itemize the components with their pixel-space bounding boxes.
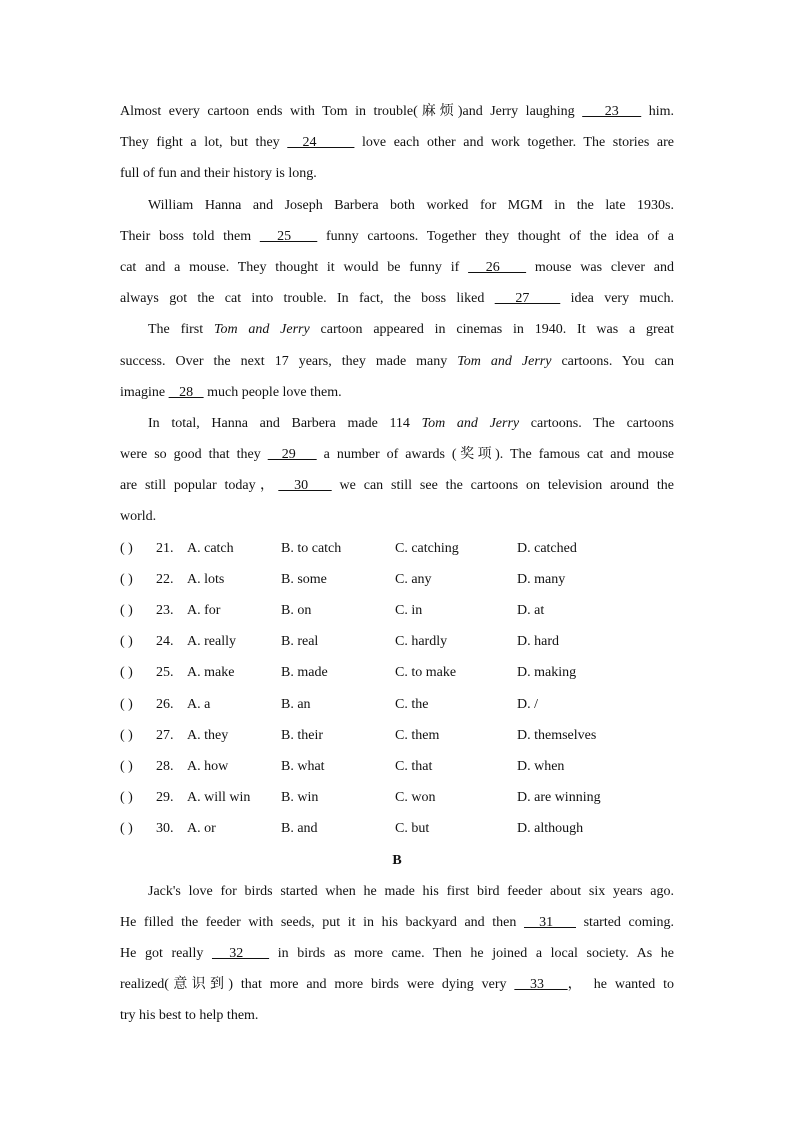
cartoon-title: Tom and Jerry	[457, 353, 552, 369]
passage-line: The first Tom and Jerry cartoon appeared in cinemas in 1940. It was a great	[148, 322, 675, 338]
option-c[interactable]: C. hardly	[395, 634, 448, 650]
option-c[interactable]: C. but	[395, 821, 430, 837]
option-a[interactable]: A. how	[187, 758, 229, 774]
question-row	[120, 564, 674, 595]
option-c[interactable]: C. won	[395, 790, 436, 806]
passage-line: cat and a mouse. They thought it would be funny if 26 mouse was clever and	[120, 259, 675, 275]
option-d[interactable]: D. hard	[517, 634, 559, 650]
answer-box[interactable]: ( )	[120, 758, 133, 774]
option-b[interactable]: B. on	[281, 603, 312, 618]
question-number: 26.	[156, 696, 174, 712]
question-number: 29.	[156, 790, 174, 806]
option-a[interactable]: A. they	[187, 727, 229, 743]
question-row	[120, 689, 674, 720]
question-number: 30.	[156, 821, 174, 837]
option-a[interactable]: A. really	[187, 634, 236, 650]
question-row	[120, 657, 674, 688]
question-number: 27.	[156, 727, 174, 743]
question-number: 28.	[156, 758, 174, 774]
passage-line: In total, Hanna and Barbera made 114 Tom and Jerry cartoons. The cartoons	[148, 415, 674, 431]
option-a[interactable]: A. or	[187, 821, 216, 837]
option-a[interactable]: A. lots	[187, 571, 225, 587]
blank-28[interactable]: 28	[168, 384, 204, 400]
question-number: 25.	[156, 665, 174, 681]
section-heading: B	[392, 852, 402, 868]
blank-23[interactable]: 23	[582, 104, 642, 119]
option-a[interactable]: A. a	[187, 696, 211, 712]
option-c[interactable]: C. to make	[395, 665, 457, 681]
blank-24[interactable]: 24	[287, 135, 355, 151]
option-c[interactable]: C. in	[395, 603, 423, 618]
answer-box[interactable]: ( )	[120, 727, 133, 743]
question-row	[120, 813, 674, 844]
passage-line: always got the cat into trouble. In fact, the boss liked 27 idea very much.	[120, 291, 674, 307]
answer-box[interactable]: ( )	[120, 665, 133, 681]
passage-line: William Hanna and Joseph Barbera both worked for MGM in the late 1930s.	[148, 197, 674, 213]
passage-line: Their boss told them 25 funny cartoons. Together they thought of the idea of a	[120, 228, 674, 244]
question-row	[120, 751, 674, 782]
option-d[interactable]: D. making	[517, 665, 577, 681]
blank-29[interactable]: 29	[267, 447, 317, 463]
option-d[interactable]: D. although	[517, 821, 584, 837]
blank-32[interactable]: 32	[211, 946, 270, 962]
option-a[interactable]: A. catch	[187, 540, 234, 556]
option-b[interactable]: B. what	[281, 758, 325, 774]
chinese-gloss: 麻烦	[417, 104, 458, 119]
blank-30[interactable]: 30	[278, 478, 332, 494]
option-a[interactable]: A. for	[187, 603, 221, 618]
answer-box[interactable]: ( )	[120, 603, 133, 618]
question-row	[120, 720, 674, 751]
passage-line: success. Over the next 17 years, they made many Tom and Jerry cartoons. You can	[120, 353, 674, 369]
option-b[interactable]: B. some	[281, 571, 327, 587]
passage-line: try his best to help them.	[120, 1008, 259, 1024]
blank-31[interactable]: 31	[523, 914, 576, 930]
question-row	[120, 626, 674, 657]
option-b[interactable]: B. win	[281, 790, 319, 806]
answer-box[interactable]: ( )	[120, 821, 133, 837]
answer-box[interactable]: ( )	[120, 790, 133, 806]
option-a[interactable]: A. make	[187, 665, 235, 681]
passage-line: realized(意识到) that more and more birds were dying very 33 ， he wanted to	[120, 977, 675, 993]
passage-line: They fight a lot, but they 24 love each other and work together. The stories are	[120, 135, 675, 151]
option-d[interactable]: D. when	[517, 758, 565, 774]
option-c[interactable]: C. them	[395, 727, 440, 743]
answer-box[interactable]: ( )	[120, 696, 133, 712]
passage-line: are still popular today， 30 we can still see the cartoons on television around the	[120, 478, 674, 494]
chinese-gloss: 奖项	[456, 447, 496, 463]
option-c[interactable]: C. that	[395, 758, 433, 774]
question-row	[120, 782, 674, 813]
question-number: 21.	[156, 540, 174, 556]
passage-line: Jack's love for birds started when he made his first bird feeder about six years ago.	[148, 883, 674, 899]
question-number: 22.	[156, 571, 174, 587]
blank-33[interactable]: 33	[514, 977, 568, 993]
option-d[interactable]: D. themselves	[517, 727, 597, 743]
passage-line: imagine 28 much people love them.	[120, 384, 342, 400]
passage-line: were so good that they 29 a number of awards (奖项). The famous cat and mouse	[120, 447, 675, 463]
cartoon-title: Tom and Jerry	[213, 322, 310, 338]
answer-box[interactable]: ( )	[120, 540, 133, 556]
passage-line: full of fun and their history is long.	[120, 166, 317, 182]
option-d[interactable]: D. /	[517, 696, 538, 712]
answer-box[interactable]: ( )	[120, 571, 133, 587]
passage-line: Almost every cartoon ends with Tom in trouble(麻烦)and Jerry laughing 23 him.	[120, 104, 675, 119]
passage-line: He got really 32 in birds as more came. Then he joined a local society. As he	[120, 946, 674, 962]
question-row	[120, 595, 674, 626]
options-list	[120, 533, 674, 845]
blank-25[interactable]: 25	[259, 228, 318, 244]
option-d[interactable]: D. catched	[517, 540, 577, 556]
blank-27[interactable]: 27	[494, 291, 561, 307]
option-d[interactable]: D. many	[517, 571, 566, 587]
option-b[interactable]: B. and	[281, 821, 318, 837]
question-row	[120, 533, 674, 564]
option-b[interactable]: B. real	[281, 634, 319, 650]
option-c[interactable]: C. catching	[395, 540, 459, 556]
cartoon-title: Tom and Jerry	[421, 415, 520, 431]
passage-line: world.	[120, 509, 157, 525]
page-content	[120, 96, 674, 1032]
option-b[interactable]: B. made	[281, 665, 328, 681]
question-number: 23.	[156, 603, 174, 618]
option-b[interactable]: B. to catch	[281, 540, 342, 556]
option-a[interactable]: A. will win	[187, 790, 251, 806]
option-b[interactable]: B. an	[281, 696, 311, 712]
passage-line: He filled the feeder with seeds, put it in his backyard and then 31 started coming.	[120, 914, 675, 930]
answer-box[interactable]: ( )	[120, 634, 133, 650]
blank-26[interactable]: 26	[468, 259, 527, 275]
option-c[interactable]: C. the	[395, 696, 429, 712]
option-d[interactable]: D. are winning	[517, 790, 601, 806]
question-number: 24.	[156, 634, 174, 650]
chinese-gloss: 意识到	[168, 977, 229, 993]
option-b[interactable]: B. their	[281, 727, 323, 743]
option-c[interactable]: C. any	[395, 571, 432, 587]
option-d[interactable]: D. at	[517, 603, 545, 618]
